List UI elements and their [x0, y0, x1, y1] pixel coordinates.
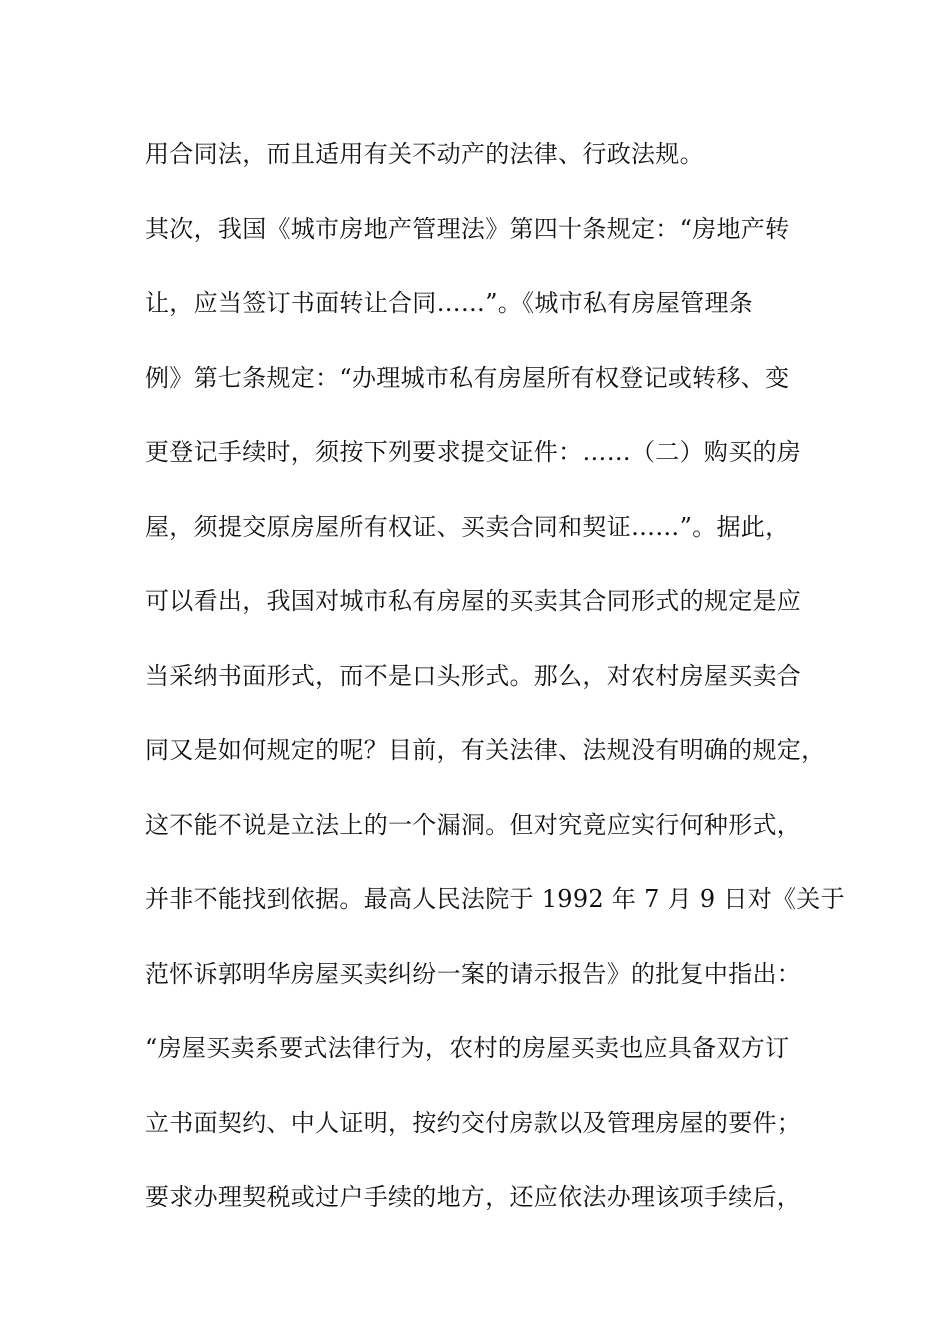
text-line: 当采纳书面形式，而不是口头形式。那么，对农村房屋买卖合 [145, 661, 802, 690]
text-line: “房屋买卖系要式法律行为，农村的房屋买卖也应具备双方订 [145, 1034, 790, 1062]
text-line: 要求办理契税或过户手续的地方，还应依法办理该项手续后， [145, 1183, 802, 1211]
text-line: 并非不能找到依据。最高人民法院于 1992 年 7 月 9 日对《关于 [145, 885, 845, 913]
text-line: 用合同法，而且适用有关不动产的法律、行政法规。 [145, 140, 704, 168]
text-line: 例》第七条规定：“办理城市私有房屋所有权登记或转移、变 [145, 363, 790, 392]
body-text [145, 128, 845, 1246]
text-line: 立书面契约、中人证明，按约交付房款以及管理房屋的要件； [145, 1108, 802, 1137]
text-line: 这不能不说是立法上的一个漏洞。但对究竟应实行何种形式， [145, 810, 802, 839]
text-line: 可以看出，我国对城市私有房屋的买卖其合同形式的规定是应 [145, 587, 802, 615]
text-line: 其次，我国《城市房地产管理法》第四十条规定：“房地产转 [145, 214, 790, 243]
text-line: 范怀诉郭明华房屋买卖纠纷一案的请示报告》的批复中指出： [145, 959, 802, 988]
text-line: 更登记手续时，须按下列要求提交证件：……（二）购买的房 [145, 438, 802, 466]
text-line: 让，应当签订书面转让合同……”。《城市私有房屋管理条 [145, 289, 754, 317]
text-line: 屋，须提交原房屋所有权证、买卖合同和契证……”。据此， [145, 512, 790, 541]
text-line: 同又是如何规定的呢？目前，有关法律、法规没有明确的规定， [145, 736, 826, 764]
